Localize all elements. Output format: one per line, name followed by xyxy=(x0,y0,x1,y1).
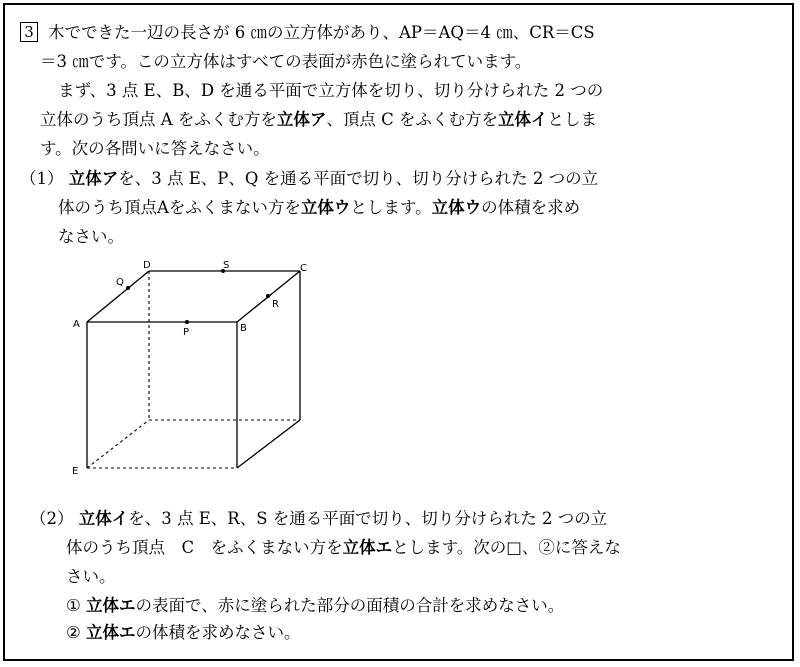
intro-line-1: 3 木でできた一辺の長さが 6 ㎝の立方体があり、AP＝AQ＝4 ㎝、CR＝CS xyxy=(20,22,595,44)
q2-line-2: 体のうち頂点 C をふくまない方を立体エとします。次の□、②に答えな xyxy=(66,538,621,557)
label-Q: Q xyxy=(116,277,124,288)
label-D: D xyxy=(143,260,151,271)
point-P xyxy=(185,320,189,324)
label-P: P xyxy=(183,327,190,338)
point-Q xyxy=(126,286,130,290)
q2-label: （2） xyxy=(30,509,74,528)
intro-line-4: 立体のうち頂点 A をふくむ方を立体ア、頂点 C をふくむ方を立体イとしま xyxy=(40,110,598,129)
point-R xyxy=(266,294,270,298)
label-C: C xyxy=(300,263,307,274)
cube-figure xyxy=(60,255,330,480)
q1-line-3: なさい。 xyxy=(58,227,124,246)
q2-sub-2: ② 立体エの体積を求めなさい。 xyxy=(66,623,301,642)
q1-line-1: （1） 立体アを、3 点 E、P、Q を通る平面で切り、切り分けられた 2 つの立 xyxy=(20,169,599,188)
intro-line-2: ＝3 ㎝です。この立方体はすべての表面が赤色に塗られています。 xyxy=(40,52,532,71)
label-B: B xyxy=(240,323,247,334)
label-R: R xyxy=(272,299,279,310)
q2-line-1: （2） 立体イを、3 点 E、R、S を通る平面で切り、切り分けられた 2 つの立 xyxy=(30,509,608,528)
label-S: S xyxy=(223,260,230,271)
intro-line-5: す。次の各問いに答えなさい。 xyxy=(40,139,270,158)
edge-bottom-left xyxy=(87,420,149,468)
intro-line-3: まず、3 点 E、B、D を通る平面で立方体を切り、切り分けられた 2 つの xyxy=(58,81,604,100)
q1-line-2: 体のうち頂点Aをふくまない方を立体ウとします。立体ウの体積を求め xyxy=(58,198,581,217)
q2-sub-1: ① 立体エの表面で、赤に塗られた部分の面積の合計を求めなさい。 xyxy=(66,596,565,615)
edge-bottom-right xyxy=(237,420,300,468)
label-A: A xyxy=(73,319,80,330)
label-E: E xyxy=(72,466,79,477)
problem-number: 3 xyxy=(20,22,38,42)
q2-line-3: さい。 xyxy=(66,567,116,586)
q1-label: （1） xyxy=(20,169,64,188)
